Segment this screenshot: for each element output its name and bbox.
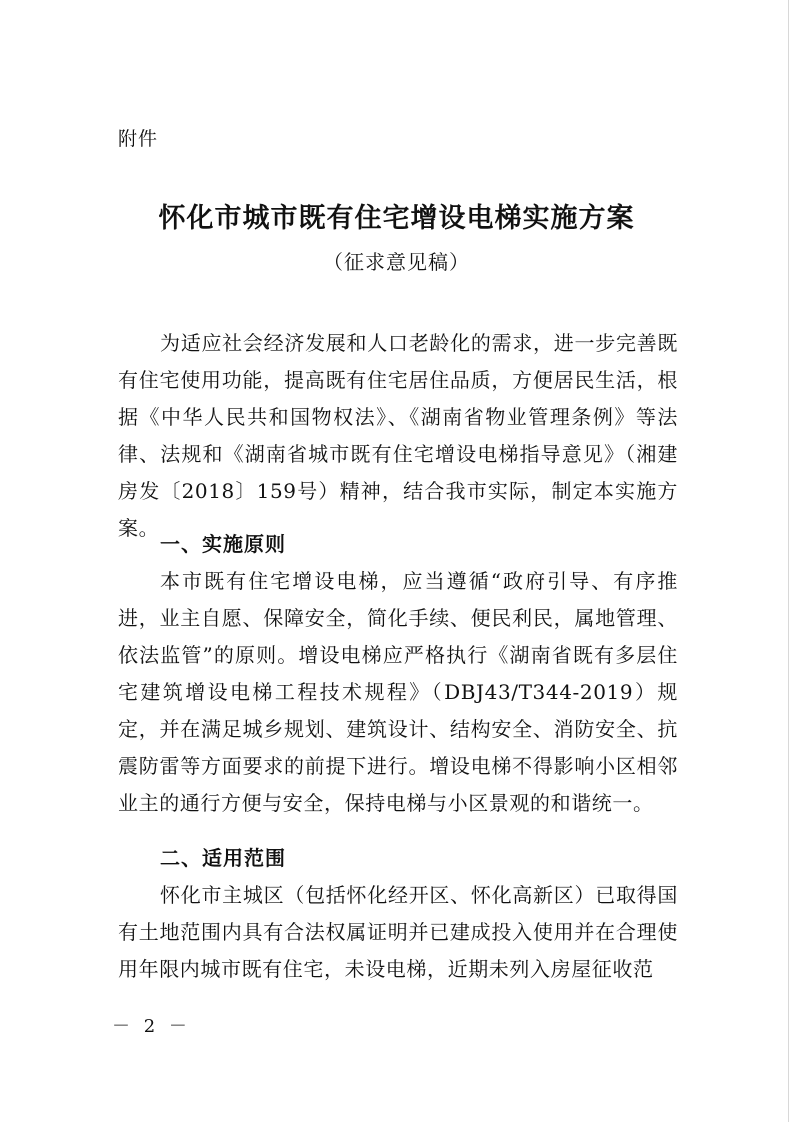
attachment-label: 附件 bbox=[118, 128, 159, 150]
page-edge bbox=[788, 0, 789, 1122]
section-heading-scope: 二、适用范围 bbox=[160, 846, 286, 870]
document-title: 怀化市城市既有住宅增设电梯实施方案 bbox=[158, 203, 635, 234]
intro-paragraph: 为适应社会经济发展和人口老龄化的需求，进一步完善既有住宅使用功能，提高既有住宅居住品质，方便居民生活，根据《中华人民共和国物权法》、《湖南省物业管理条例》等法律、法规和《湖南省城市既有住宅增设电梯指导意见》（湘建房发〔2018〕159号）精神，结合我市实际，制定本实施方案。 bbox=[118, 331, 678, 540]
section-text-scope: 怀化市主城区（包括怀化经开区、怀化高新区）已取得国有土地范围内具有合法权属证明并已建成投入使用并在合理使用年限内城市既有住宅，未设电梯，近期未列入房屋征收范 bbox=[118, 883, 678, 981]
page-number: － 2 － bbox=[112, 1016, 191, 1037]
section-heading-principles: 一、实施原则 bbox=[160, 532, 286, 556]
document-subtitle: （征求意见稿） bbox=[323, 250, 470, 274]
section-text-principles: 本市既有住宅增设电梯，应当遵循“政府引导、有序推进，业主自愿、保障安全，简化手续、便民利民，属地管理、依法监管”的原则。增设电梯应严格执行《湖南省既有多层住宅建筑增设电梯工程技术规程》（DBJ43/T344-2019）规定，并在满足城乡规划、建筑设计、结构安全、消防安全、抗震防雷等方面要求的前提下进行。增设电梯不得影响小区相邻业主的通行方便与安全，保持电梯与小区景观的和谐统一。 bbox=[118, 569, 678, 815]
